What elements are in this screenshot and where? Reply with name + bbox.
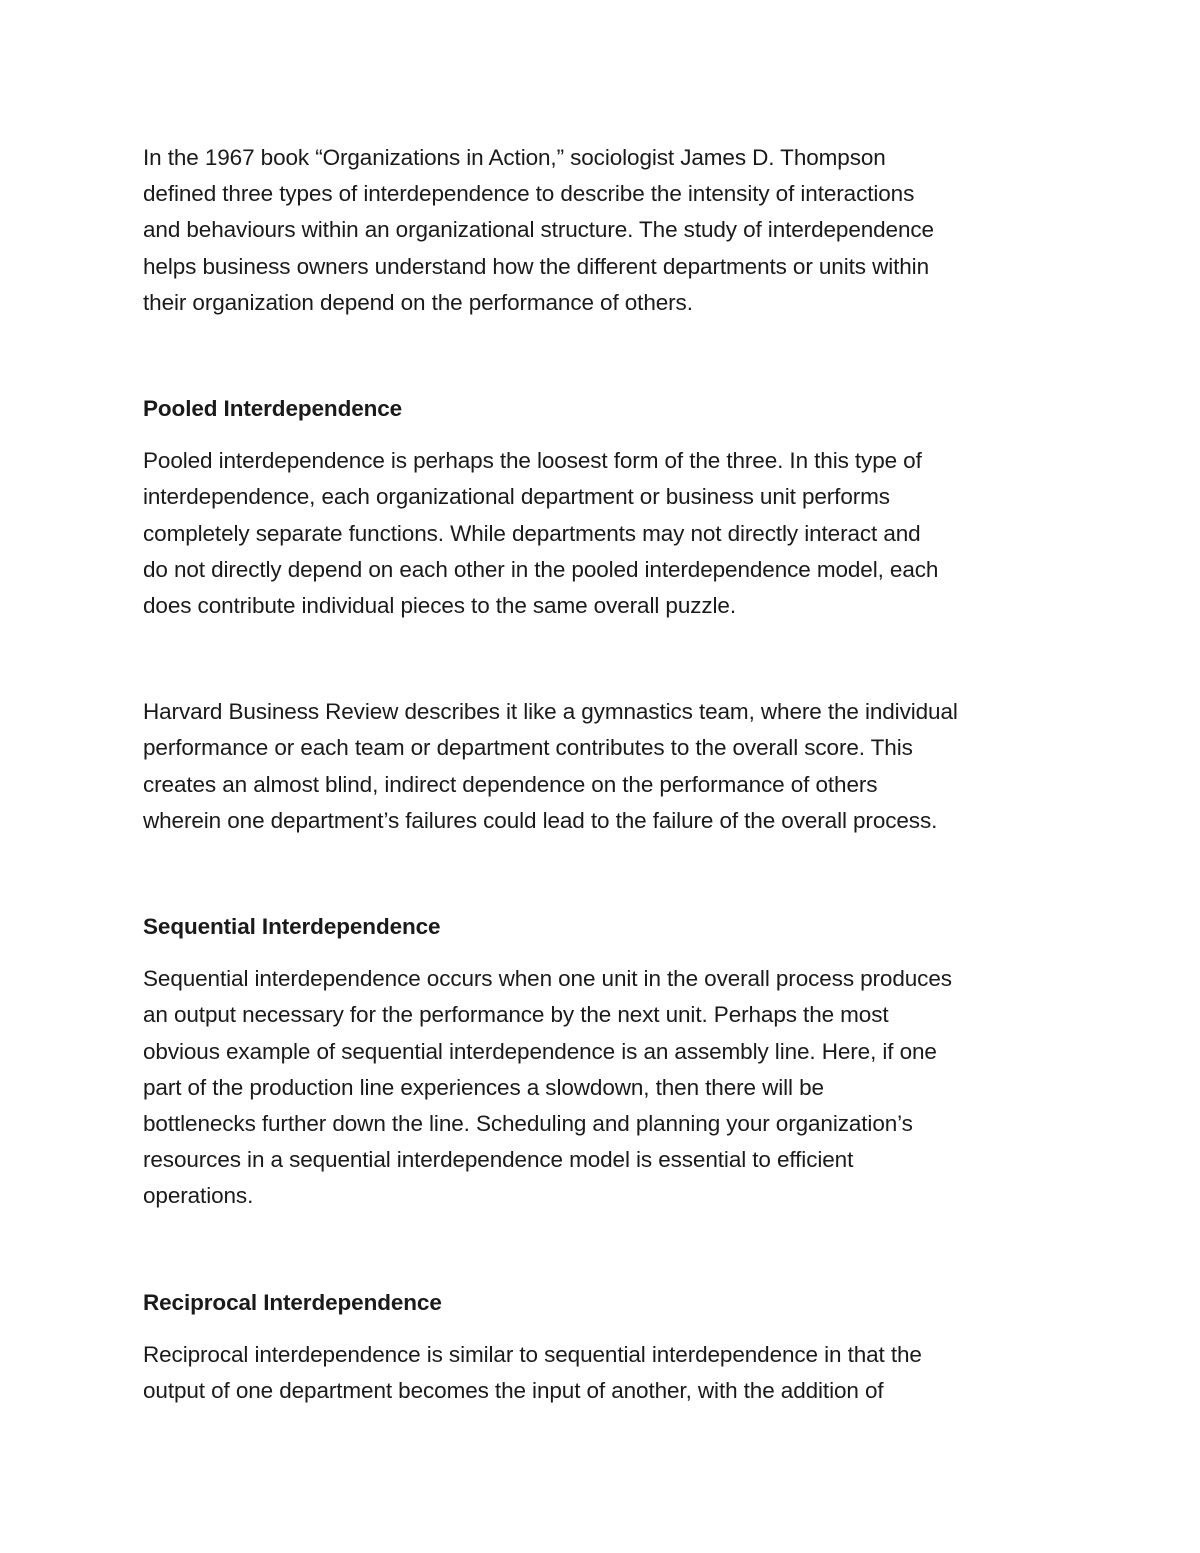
text-line: does contribute individual pieces to the same overall puzzle. — [143, 593, 736, 619]
text-line: Sequential interdependence occurs when one unit in the overall process produces — [143, 966, 952, 992]
pooled-paragraph-1 — [143, 443, 1063, 624]
text-line: their organization depend on the performance of others. — [143, 289, 693, 315]
text-line: obvious example of sequential interdependence is an assembly line. Here, if one — [143, 1038, 937, 1064]
text-line: operations. — [143, 1183, 254, 1209]
section-heading-pooled: Pooled Interdependence — [143, 396, 403, 422]
pooled-paragraph-2 — [143, 694, 1063, 839]
sequential-paragraph-1 — [143, 961, 1063, 1214]
text-line: In the 1967 book “Organizations in Action,” sociologist James D. Thompson — [143, 145, 886, 170]
text-line: defined three types of interdependence to describe the intensity of interactions — [143, 181, 915, 207]
section-heading-sequential: Sequential Interdependence — [143, 914, 441, 940]
text-line: output of one department becomes the input of another, with the addition of — [143, 1378, 884, 1404]
text-line: interdependence, each organizational department or business unit performs — [143, 484, 890, 510]
text-line: performance or each team or department contributes to the overall score. This — [143, 735, 913, 761]
intro-paragraph — [143, 140, 1063, 321]
text-line: an output necessary for the performance by the next unit. Perhaps the most — [143, 1002, 889, 1028]
text-line: resources in a sequential interdependence model is essential to efficient — [143, 1147, 854, 1173]
text-line: do not directly depend on each other in the pooled interdependence model, each — [143, 556, 939, 582]
section-heading-reciprocal: Reciprocal Interdependence — [143, 1289, 442, 1315]
text-line: Pooled interdependence is perhaps the loosest form of the three. In this type of — [143, 448, 922, 474]
text-line: Harvard Business Review describes it like a gymnastics team, where the individual — [143, 699, 958, 725]
text-line: helps business owners understand how the different departments or units within — [143, 253, 929, 279]
text-line: wherein one department’s failures could lead to the failure of the overall process. — [143, 807, 938, 833]
text-line: completely separate functions. While departments may not directly interact and — [143, 520, 921, 546]
text-line: and behaviours within an organizational structure. The study of interdependence — [143, 217, 934, 243]
text-line: part of the production line experiences a slowdown, then there will be — [143, 1074, 824, 1100]
reciprocal-paragraph-1 — [143, 1337, 1063, 1409]
document-body — [143, 140, 1063, 1409]
text-line: Reciprocal interdependence is similar to sequential interdependence in that the — [143, 1341, 922, 1367]
text-line: bottlenecks further down the line. Scheduling and planning your organization’s — [143, 1111, 913, 1137]
text-line: creates an almost blind, indirect dependence on the performance of others — [143, 771, 878, 797]
